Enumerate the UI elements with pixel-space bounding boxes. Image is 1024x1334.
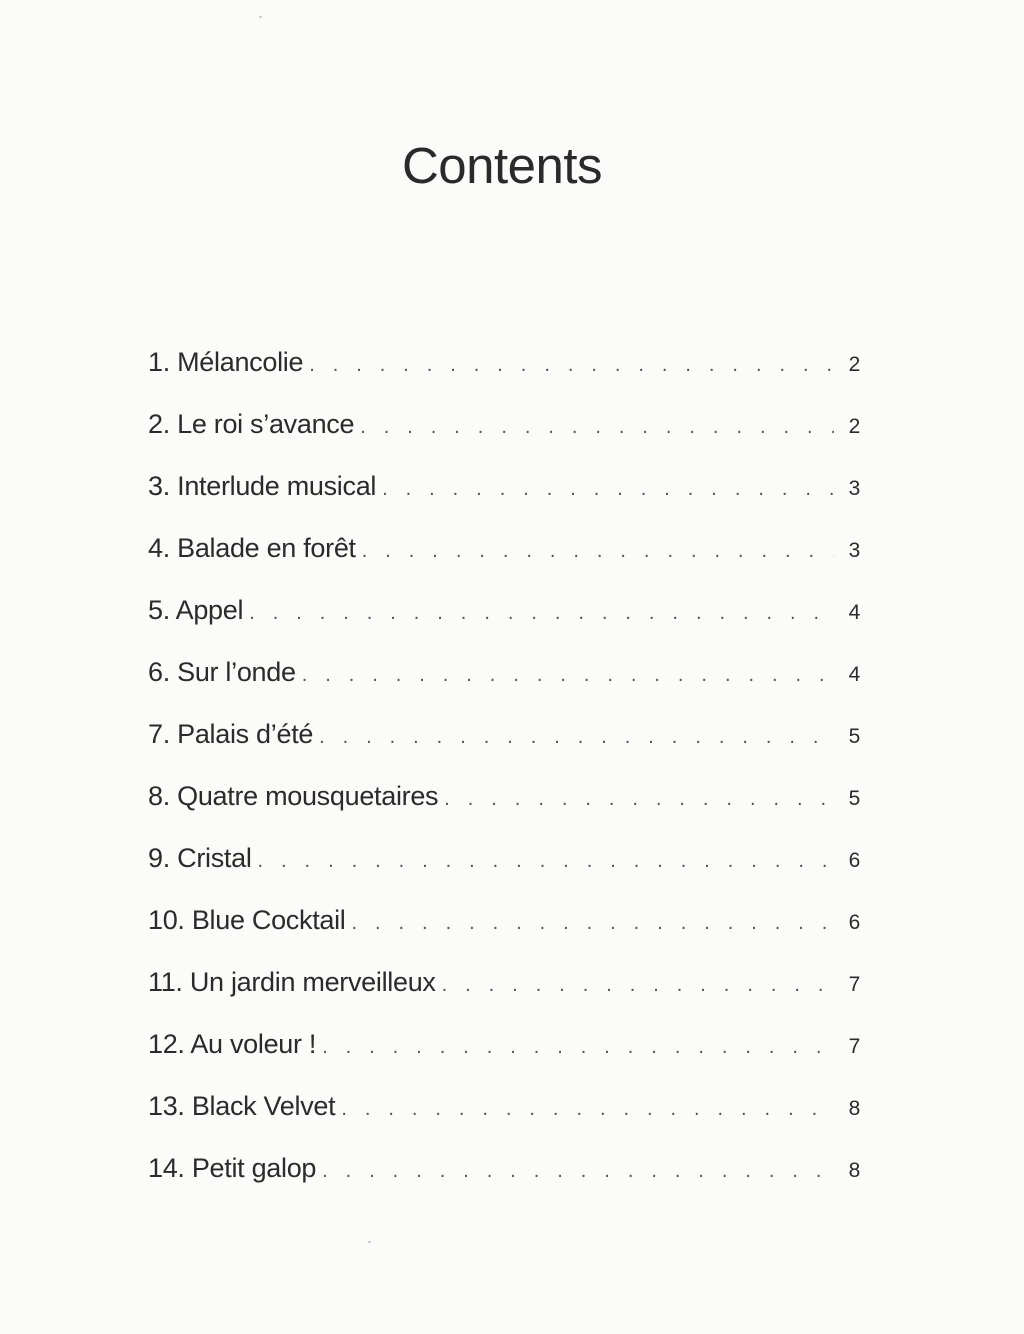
toc-entry-title: 8. Quatre mousquetaires [148,781,439,811]
dot-leader [352,901,834,945]
dot-leader [322,1149,834,1193]
scan-speck [368,1241,371,1243]
toc-entry [148,1022,860,1084]
toc-entry-title: 4. Balade en forêt [148,533,356,563]
toc-entry-title: 7. Palais d’été [148,719,314,749]
dot-leader [442,963,834,1007]
dot-leader [319,715,834,759]
toc-entry-title: 2. Le roi s’avance [148,409,355,439]
toc-entry [148,774,860,836]
toc-page-number: 2 [848,415,860,438]
toc-page-number: 7 [848,1035,860,1058]
table-of-contents [148,340,860,1208]
toc-entry-title: 5. Appel [148,595,244,625]
toc-entry [148,588,860,650]
toc-entry-title: 11. Un jardin merveilleux [148,967,436,997]
dot-leader [322,1025,834,1069]
toc-entry [148,960,860,1022]
toc-page-number: 4 [848,601,860,624]
toc-entry [148,712,860,774]
scan-speck [259,16,262,18]
toc-page-number: 8 [848,1159,860,1182]
toc-entry [148,402,860,464]
toc-page-number: 6 [848,849,860,872]
toc-entry-title: 3. Interlude musical [148,471,377,501]
toc-entry-title: 1. Mélancolie [148,347,304,377]
toc-entry-title: 13. Black Velvet [148,1091,336,1121]
toc-entry [148,340,860,402]
dot-leader [309,343,834,387]
toc-page-number: 2 [848,353,860,376]
toc-page-number: 5 [848,787,860,810]
toc-page-number: 6 [848,911,860,934]
toc-entry-title: 9. Cristal [148,843,252,873]
dot-leader [360,405,834,449]
page-title: Contents [401,137,603,194]
dot-leader [382,467,834,511]
toc-page-number: 8 [848,1097,860,1120]
toc-entry [148,898,860,960]
toc-page-number: 3 [848,539,860,562]
toc-entry-title: 14. Petit galop [148,1153,317,1183]
toc-entry [148,526,860,588]
dot-leader [341,1087,834,1131]
toc-entry [148,464,860,526]
toc-entry [148,836,860,898]
dot-leader [362,529,834,573]
toc-entry [148,1146,860,1208]
toc-entry [148,1084,860,1146]
toc-page-number: 5 [848,725,860,748]
toc-entry [148,650,860,712]
toc-page-number: 4 [848,663,860,686]
dot-leader [258,839,834,883]
toc-entry-title: 10. Blue Cocktail [148,905,346,935]
toc-page-number: 3 [848,477,860,500]
dot-leader [444,777,834,821]
dot-leader [249,591,834,635]
toc-entry-title: 6. Sur l’onde [148,657,296,687]
dot-leader [302,653,834,697]
toc-entry-title: 12. Au voleur ! [148,1029,317,1059]
toc-page-number: 7 [848,973,860,996]
